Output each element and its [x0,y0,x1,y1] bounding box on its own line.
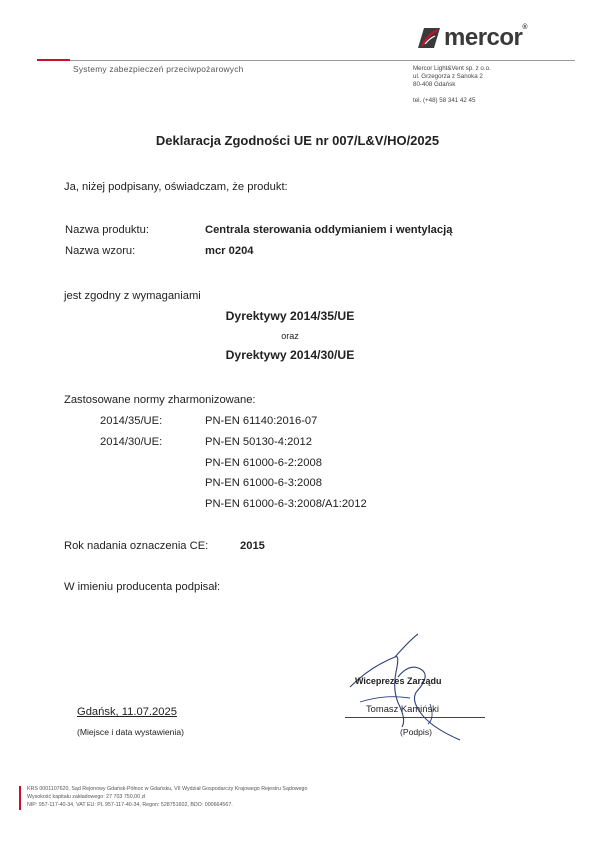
standard-directive: 2014/30/UE: [100,436,163,448]
standards-heading: Zastosowane normy zharmonizowane: [64,394,256,406]
signature-caption: (Podpis) [400,727,432,737]
footer-capital: Wysokość kapitału zakładowego: 27 703 750,00 zł [27,794,146,800]
ce-year-label: Rok nadania oznaczenia CE: [64,540,209,552]
signature-line [345,717,485,718]
directive-2: Dyrektywy 2014/30/UE [225,348,355,362]
compliance-intro: jest zgodny z wymaganiami [64,290,201,302]
product-name-label: Nazwa produktu: [65,224,149,236]
model-name-value: mcr 0204 [205,245,254,257]
ce-year-value: 2015 [240,540,265,552]
handwritten-signature-icon [340,632,490,742]
signed-on-behalf: W imieniu producenta podpisał: [64,581,221,593]
directive-conjunction: oraz [281,331,299,341]
standard-directive: 2014/35/UE: [100,415,163,427]
signature-block [340,632,490,742]
mercor-logo [416,24,538,52]
mercor-logo-mark-icon [416,26,442,50]
footer-red-accent-bar [19,786,21,810]
company-phone: tel. (+48) 58 341 42 45 [413,97,476,104]
standard-norm: PN-EN 50130-4:2012 [205,436,312,448]
standard-norm: PN-EN 61140:2016-07 [205,415,318,427]
footer-tax-ids: NIP: 957-117-40-34, VAT EU: PL 957-117-40-34, Regon: 528751602, BDO: 000664567. [27,802,233,808]
directive-1: Dyrektywy 2014/35/UE [225,309,355,323]
footer-registry: KRS 0001107620, Sąd Rejonowy Gdańsk-Północ w Gdańsku, VII Wydział Gospodarczy Krajowego Rejestru Sądowego [27,786,308,792]
company-name: Mercor Light&Vent sp. z o.o. [413,65,491,72]
header-red-accent-line [37,59,70,61]
stamp-name: Tomasz Kamiński [366,703,439,714]
company-city: 80-408 Gdańsk [413,81,456,88]
document-title: Deklaracja Zgodności UE nr 007/L&V/HO/2025 [155,133,440,148]
standard-norm: PN-EN 61000-6-3:2008/A1:2012 [205,498,367,510]
declaration-intro: Ja, niżej podpisany, oświadczam, że produkt: [64,181,288,193]
logo-wordmark: mercor® [444,24,528,51]
header-divider-line [70,60,575,61]
product-name-value: Centrala sterowania oddymianiem i wentylacją [205,224,453,236]
company-street: ul. Grzegorza z Sanoka 2 [413,73,483,80]
standard-norm: PN-EN 61000-6-2:2008 [205,457,322,469]
place-and-date: Gdańsk, 11.07.2025 [77,706,177,718]
place-and-date-caption: (Miejsce i data wystawienia) [77,727,184,737]
standard-norm: PN-EN 61000-6-3:2008 [205,477,322,489]
stamp-role: Wiceprezes Zarządu [355,676,442,686]
header-tagline: Systemy zabezpieczeń przeciwpożarowych [73,64,244,74]
model-name-label: Nazwa wzoru: [65,245,136,257]
